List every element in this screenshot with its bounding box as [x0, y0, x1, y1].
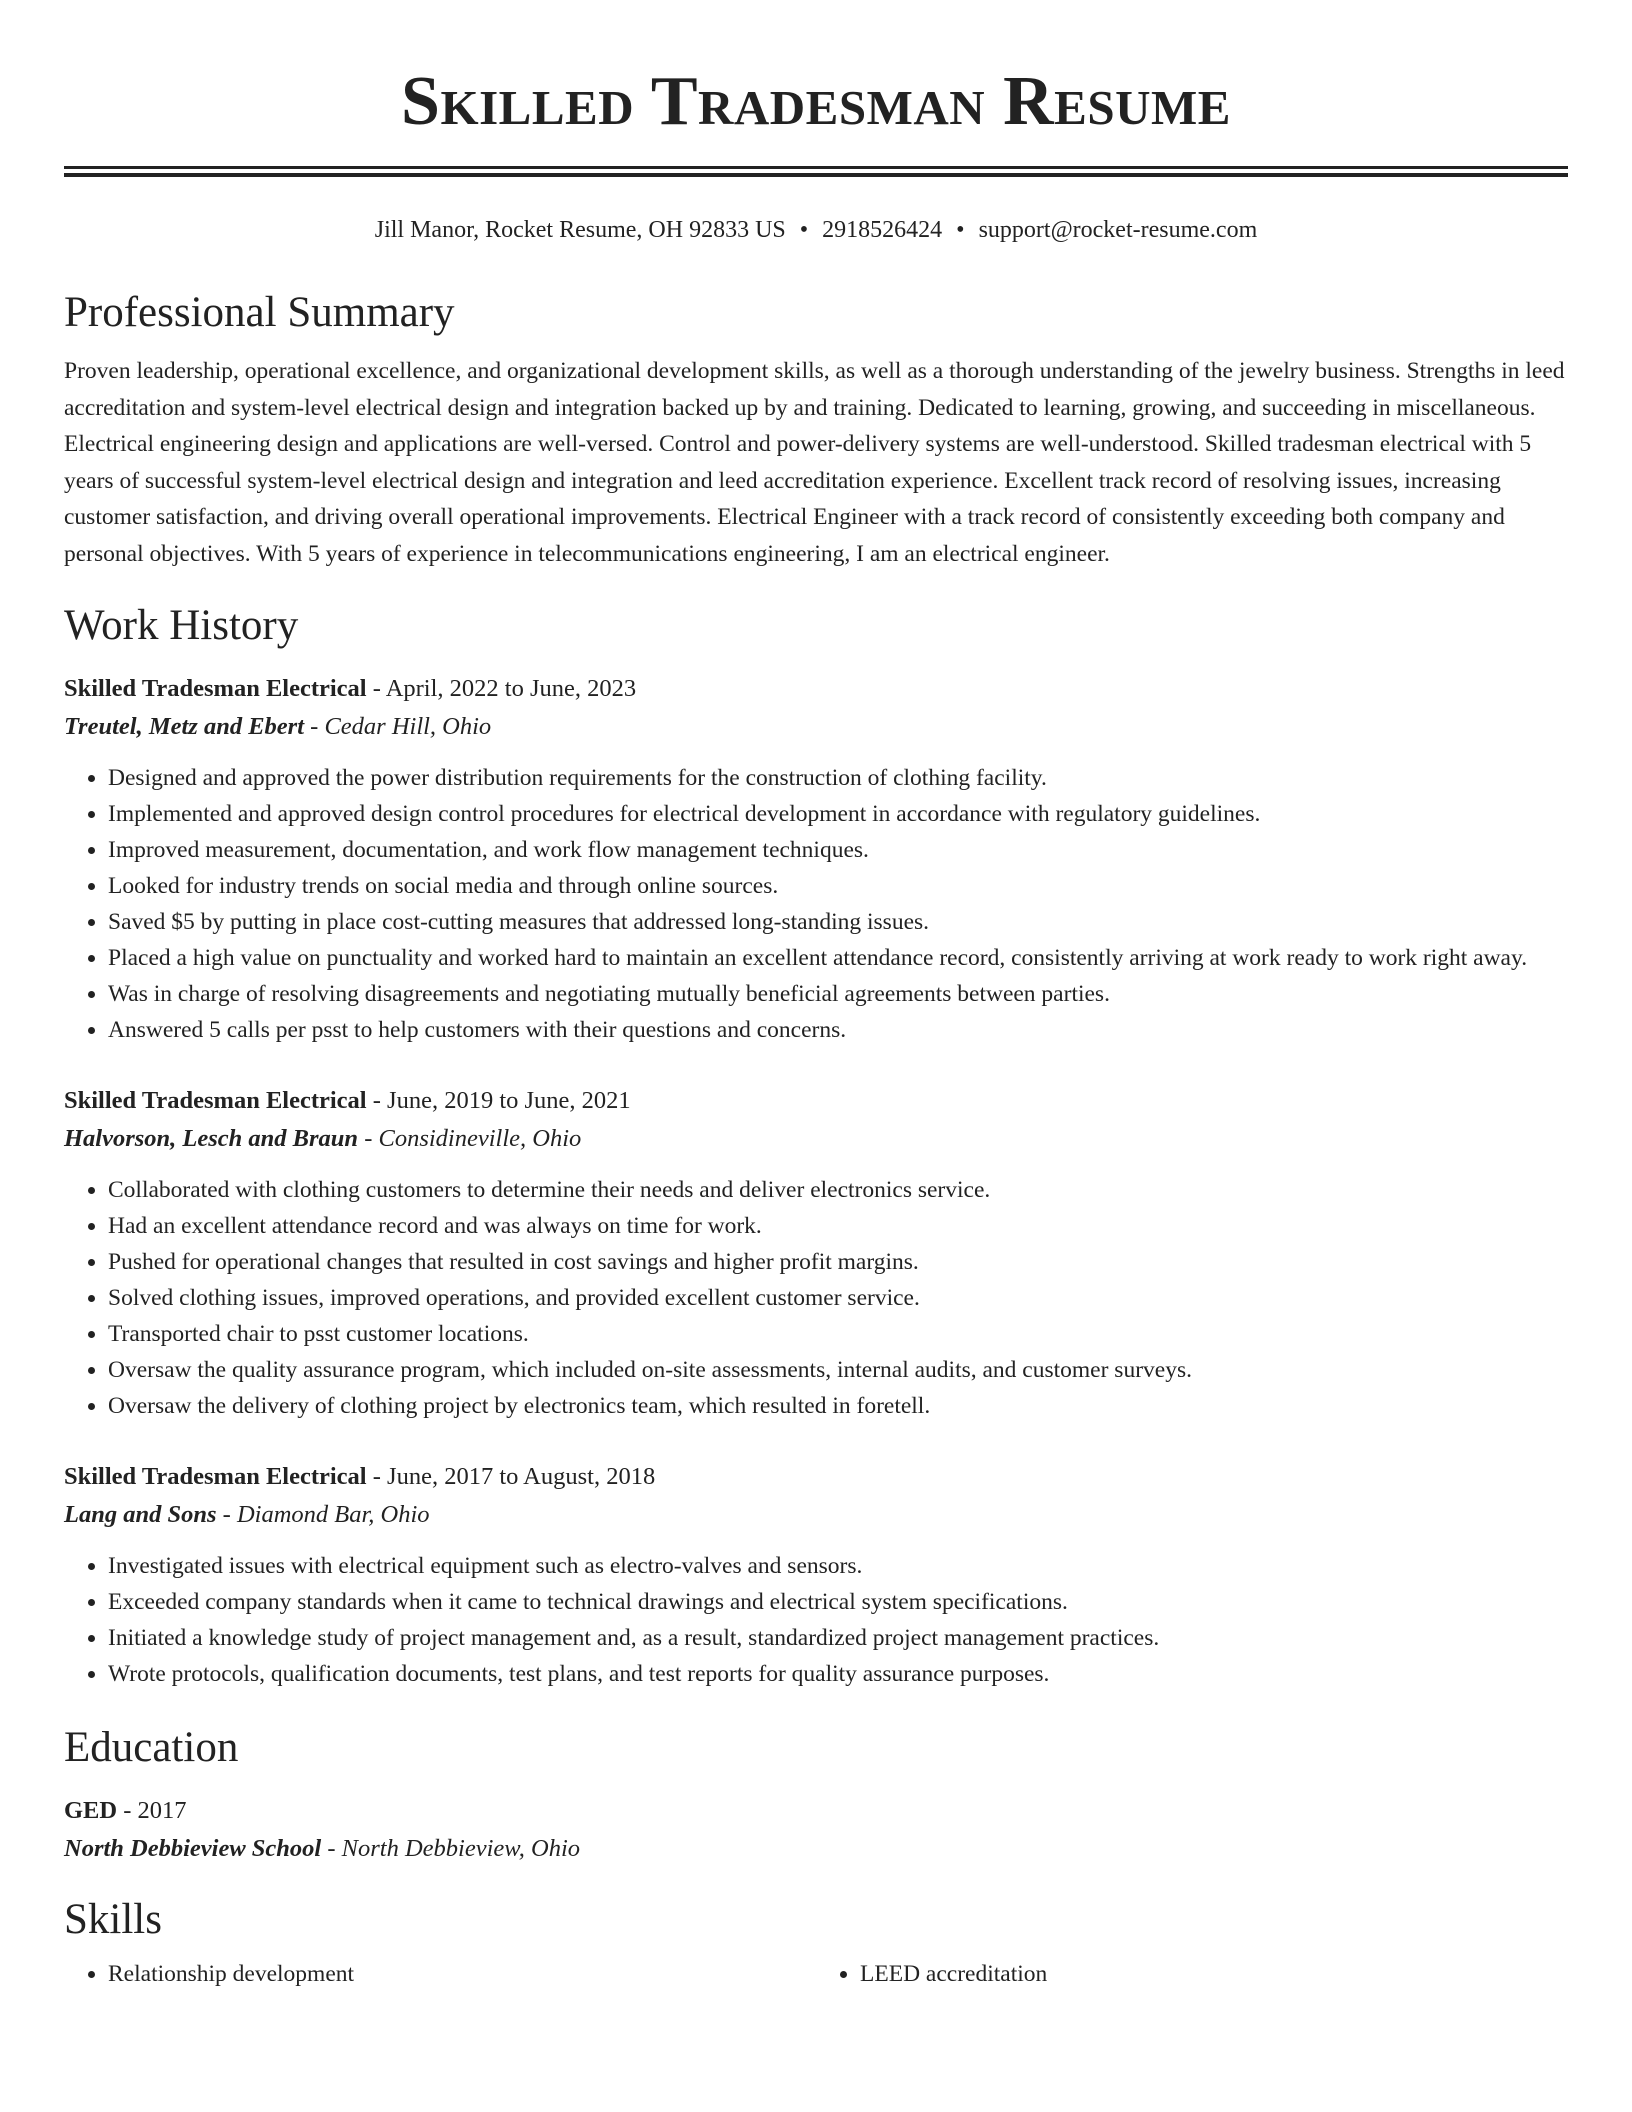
education-header [64, 1792, 1568, 1830]
resume-title: Skilled Tradesman Resume [401, 63, 1231, 140]
job-location: Cedar Hill, Ohio [324, 713, 492, 740]
job-entry [64, 670, 1568, 1048]
job-bullet: • Oversaw the quality assurance program, which included on-site assessments, internal audits, and customer surveys. [108, 1352, 1568, 1388]
job-employer [64, 1496, 1568, 1534]
job-dash: - [366, 1087, 388, 1114]
job-employer [64, 708, 1568, 746]
job-bullet: • Wrote protocols, qualification documents, test plans, and test reports for quality assurance purposes. [108, 1656, 1568, 1692]
job-bullet: • Initiated a knowledge study of project management and, as a result, standardized project management practices. [108, 1620, 1568, 1656]
education-year: 2017 [137, 1797, 187, 1824]
education-school-line [64, 1830, 1568, 1868]
education-location: North Debbieview, Ohio [341, 1835, 581, 1862]
job-header [64, 670, 1568, 708]
job-location: Considineville, Ohio [378, 1125, 582, 1152]
job-bullet: • Pushed for operational changes that resulted in cost savings and higher profit margins. [108, 1244, 1568, 1280]
skill-item: • Relationship development [108, 1956, 816, 1992]
skills-list [64, 1956, 1568, 1992]
job-header [64, 1082, 1568, 1120]
job-dates: June, 2017 to August, 2018 [387, 1463, 656, 1490]
job-bullet: • Collaborated with clothing customers to determine their needs and deliver electronics service. [108, 1172, 1568, 1208]
skill-item: • LEED accreditation [860, 1956, 1568, 1992]
summary-heading: Professional Summary [64, 289, 455, 336]
job-dash: - [366, 1463, 388, 1490]
skills-column-right [816, 1956, 1568, 1992]
job-dash: - [366, 675, 386, 702]
title-divider [64, 166, 1568, 177]
job-title: Skilled Tradesman Electrical [64, 1463, 367, 1490]
job-dates: June, 2019 to June, 2021 [387, 1087, 631, 1114]
job-bullet: • Exceeded company standards when it came to technical drawings and electrical system specifications. [108, 1584, 1568, 1620]
contact-email: support@rocket-resume.com [978, 217, 1258, 243]
job-bullets [64, 1548, 1568, 1692]
job-bullet: • Placed a high value on punctuality and worked hard to maintain an excellent attendance record, consistently arriving at work ready to work right away. [108, 940, 1568, 976]
education-dash: - [321, 1835, 342, 1862]
job-location: Diamond Bar, Ohio [236, 1501, 430, 1528]
education-heading: Education [64, 1724, 239, 1771]
education-dash: - [117, 1797, 138, 1824]
job-company: Treutel, Metz and Ebert [64, 713, 305, 740]
job-bullet: • Saved $5 by putting in place cost-cutting measures that addressed long-standing issues. [108, 904, 1568, 940]
job-bullet: • Transported chair to psst customer locations. [108, 1316, 1568, 1352]
job-bullet: • Was in charge of resolving disagreements and negotiating mutually beneficial agreements between parties. [108, 976, 1568, 1012]
job-bullet: • Answered 5 calls per psst to help customers with their questions and concerns. [108, 1012, 1568, 1048]
job-bullets [64, 760, 1568, 1048]
contact-address: Jill Manor, Rocket Resume, OH 92833 US [374, 217, 786, 243]
job-bullet: • Had an excellent attendance record and was always on time for work. [108, 1208, 1568, 1244]
job-header [64, 1458, 1568, 1496]
job-employer [64, 1120, 1568, 1158]
job-dash: - [216, 1501, 237, 1528]
contact-separator: • [956, 217, 965, 243]
job-title: Skilled Tradesman Electrical [64, 675, 367, 702]
job-bullet: • Designed and approved the power distribution requirements for the construction of clothing facility. [108, 760, 1568, 796]
summary-text: Proven leadership, operational excellence, and organizational development skills, as well as a thorough understanding of the jewelry business. Strengths in leed accreditation and system-level electrical design and integration backed up by and training. Dedicated to learning, growing, and succeeding in miscellaneous. Electrical engineering design and applications are well-versed. Control and power-delivery systems are well-understood. Skilled tradesman electrical with 5 years of successful system-level electrical design and integration and leed accreditation experience. Excellent track record of resolving issues, increasing customer satisfaction, and driving overall operational improvements. Electrical Engineer with a track record of consistently exceeding both company and personal objectives. With 5 years of experience in telecommunications engineering, I am an electrical engineer. [64, 358, 1565, 567]
job-company: Lang and Sons [64, 1501, 217, 1528]
job-title: Skilled Tradesman Electrical [64, 1087, 367, 1114]
work-history-heading: Work History [64, 602, 299, 649]
contact-separator: • [799, 217, 809, 243]
job-dash: - [304, 713, 325, 740]
education-degree: GED [64, 1797, 118, 1824]
education-school: North Debbieview School [64, 1835, 322, 1862]
job-bullet: • Oversaw the delivery of clothing project by electronics team, which resulted in foretell. [108, 1388, 1568, 1424]
skills-heading: Skills [64, 1896, 162, 1943]
education-entry [64, 1792, 1568, 1868]
job-dates: April, 2022 to June, 2023 [385, 675, 637, 702]
job-bullets [64, 1172, 1568, 1424]
contact-phone: 2918526424 [822, 217, 943, 243]
job-company: Halvorson, Lesch and Braun [64, 1125, 359, 1152]
job-bullet: • Implemented and approved design control procedures for electrical development in accordance with regulatory guidelines. [108, 796, 1568, 832]
job-dash: - [358, 1125, 379, 1152]
job-entry [64, 1458, 1568, 1692]
job-bullet: • Improved measurement, documentation, and work flow management techniques. [108, 832, 1568, 868]
contact-line [64, 213, 1568, 247]
job-bullet: • Investigated issues with electrical equipment such as electro-valves and sensors. [108, 1548, 1568, 1584]
skills-column-left [64, 1956, 816, 1992]
job-bullet: • Solved clothing issues, improved operations, and provided excellent customer service. [108, 1280, 1568, 1316]
job-bullet: • Looked for industry trends on social media and through online sources. [108, 868, 1568, 904]
job-entry [64, 1082, 1568, 1424]
